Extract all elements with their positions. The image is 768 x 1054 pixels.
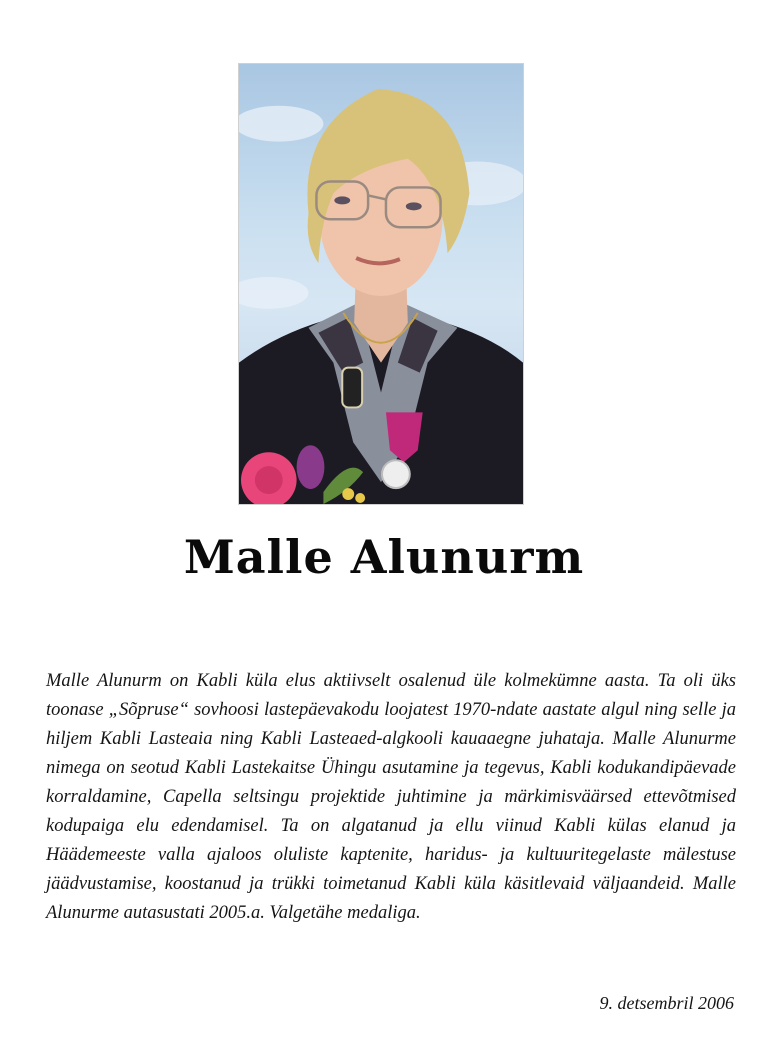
rose-flower-inner <box>255 466 283 494</box>
portrait-photo <box>238 63 524 505</box>
eye-left <box>334 196 350 204</box>
cloud-shape <box>239 277 309 309</box>
eye-right <box>406 202 422 210</box>
page-title: Malle Alunurm <box>183 530 585 584</box>
cloud-shape <box>239 106 323 142</box>
portrait-illustration <box>239 64 523 504</box>
pendant-shape <box>342 368 362 408</box>
yellow-flowers <box>355 493 365 503</box>
biography-paragraph: Malle Alunurm on Kabli küla elus aktiivselt osalenud üle kolmekümne aasta. Ta oli üks toonase „Sõpruse“ sovhoosi lastepäevakodu loojatest 1970-ndate aastate algul ning selle ja hiljem Kabli Lasteaia ning Kabli Lasteaed-algkooli kauaaegne juhataja. Malle Alunurme nimega on seotud Kabli Lastekaitse Ühingu asutamine ja tegevus, Kabli kodukandipäevade korraldamine, Capella seltsingu projektide juhtimine ja märkimisväärsed ettevõtmised kodupaiga elu edendamisel. Ta on algatanud ja ellu viinud Kabli külas elanud ja Häädemeeste valla ajaloos oluliste kaptenite, haridus- ja kultuuritegelaste mälestuse jäädvustamise, koostanud ja trükki toimetanud Kabli küla käsitlevaid väljaandeid. Malle Alunurme autasustati 2005.a. Valgetähe medaliga. <box>46 671 736 923</box>
medal-icon <box>382 460 410 488</box>
yellow-flowers <box>342 488 354 500</box>
date-line: 9. detsembril 2006 <box>599 993 734 1013</box>
tulip-flower <box>297 445 325 489</box>
